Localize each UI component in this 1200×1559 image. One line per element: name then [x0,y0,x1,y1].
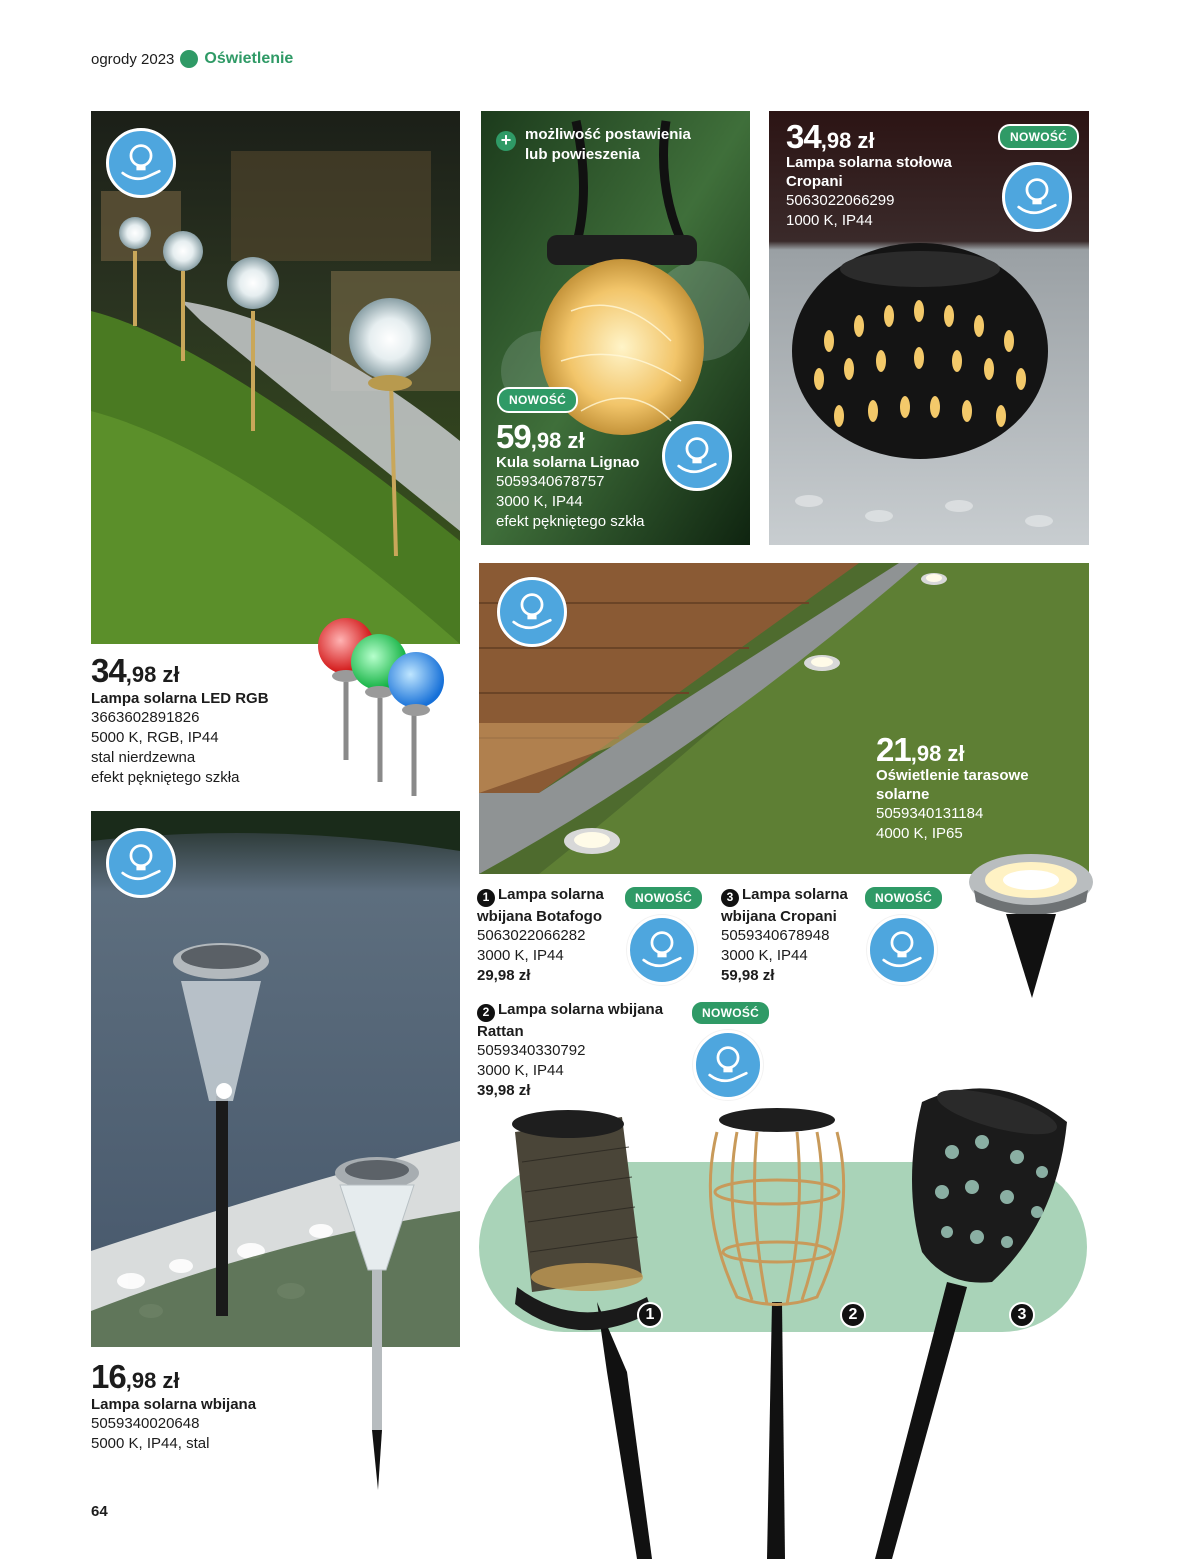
price-terrace [876,733,1076,766]
eco-bulb-hand-icon [106,128,176,198]
product-name-line-2: Rattan [477,1022,524,1040]
eco-bulb-hand-icon [627,915,697,985]
lignao-note [496,125,691,165]
price-stake-lamp [91,1360,331,1393]
eco-bulb-hand-icon [497,577,567,647]
product-name: Lampa solarna wbijana [91,1396,257,1413]
product-spec: 3000 K, IP44 [496,493,583,510]
product-feature: efekt pękniętego szkła [496,513,645,530]
product-name-line-1 [721,885,871,907]
price-main: 34 [786,118,821,155]
product-cropani-table [786,120,991,231]
product-led-rgb [91,654,331,788]
price-decimal: ,98 zł [820,128,875,153]
product-ean: 3663602891826 [91,709,200,726]
eco-bulb-hand-icon [1002,162,1072,232]
note-line-1: możliwość postawienia [525,126,691,143]
product-price: 59,98 zł [721,966,775,984]
price-lignao [496,420,666,453]
new-badge-botafogo: NOWOŚĆ [623,885,704,911]
product-name-line-2: solarne [876,786,930,803]
ground-light-cutout [966,850,1096,1000]
price-main: 59 [496,418,531,455]
rgb-lamps-cutout [312,612,452,798]
product-material: stal nierdzewna [91,749,196,766]
price-main: 16 [91,1358,126,1395]
price-cropani-table [786,120,991,153]
product-spec: 4000 K, IP65 [876,825,963,842]
product-ean: 5059340330792 [477,1041,586,1059]
product-price: 39,98 zł [477,1081,531,1099]
product-name-line-1 [477,885,627,907]
product-spec: 3000 K, IP44 [721,946,808,964]
name-text: Lampa solarna [742,886,848,903]
product-name-line-1 [477,1000,687,1022]
product-spec: 5000 K, IP44, stal [91,1435,210,1452]
product-ean: 5059340678948 [721,926,830,944]
eco-bulb-hand-icon [662,421,732,491]
torch-botafogo [512,1110,652,1559]
product-spec: 1000 K, IP44 [786,212,873,229]
torch-number-2: 2 [840,1302,866,1328]
new-badge-lignao: NOWOŚĆ [497,387,578,413]
product-name-line-1: Lampa solarna stołowa [786,154,952,171]
name-text: Lampa solarna wbijana [498,1001,664,1018]
product-ean: 5059340678757 [496,473,605,490]
new-badge-rattan: NOWOŚĆ [690,1000,771,1026]
stake-lamp-cutout [330,1155,425,1493]
torch-number-1: 1 [637,1302,663,1328]
price-main: 34 [91,652,126,689]
price-main: 21 [876,731,911,768]
price-led-rgb [91,654,331,687]
product-name-line-1: Oświetlenie tarasowe [876,767,1029,784]
product-feature: efekt pękniętego szkła [91,769,240,786]
price-decimal: ,98 zł [910,741,965,766]
product-name-line-2: wbijana Cropani [721,907,837,925]
product-stake-lamp [91,1360,331,1454]
product-spec: 5000 K, RGB, IP44 [91,729,219,746]
torches-illustration [477,1072,1092,1559]
number-badge: 3 [721,889,739,907]
new-badge-cropani-table: NOWOŚĆ [998,124,1079,150]
product-botafogo [477,885,627,985]
page-number: 64 [91,1503,108,1520]
product-name: Lampa solarna LED RGB [91,690,269,707]
plus-icon: + [496,131,516,151]
product-cropani-stake [721,885,871,985]
product-spec: 3000 K, IP44 [477,946,564,964]
catalog-label: ogrody 2023 [91,50,175,68]
product-price: 29,98 zł [477,966,531,984]
page-header [91,50,293,68]
product-ean: 5063022066282 [477,926,586,944]
price-decimal: ,98 zł [530,428,585,453]
section-title: Oświetlenie [204,50,294,67]
product-ean: 5059340131184 [876,805,984,822]
number-badge: 2 [477,1004,495,1022]
torch-number-3: 3 [1009,1302,1035,1328]
product-terrace [876,733,1076,844]
name-text: Lampa solarna [498,886,604,903]
product-spec: 3000 K, IP44 [477,1061,564,1079]
number-badge: 1 [477,889,495,907]
note-line-2: lub powieszenia [525,146,641,163]
price-decimal: ,98 zł [125,662,180,687]
product-name-line-2: wbijana Botafogo [477,907,602,925]
product-name: Kula solarna Lignao [496,454,640,471]
new-badge-cropani-stake: NOWOŚĆ [863,885,944,911]
product-lignao [496,420,666,532]
price-decimal: ,98 zł [125,1368,180,1393]
product-ean: 5063022066299 [786,192,895,209]
product-name-line-2: Cropani [786,173,843,190]
product-ean: 5059340020648 [91,1415,200,1432]
eco-bulb-hand-icon [106,828,176,898]
section-dot-icon [180,50,198,68]
eco-bulb-hand-icon [867,915,937,985]
